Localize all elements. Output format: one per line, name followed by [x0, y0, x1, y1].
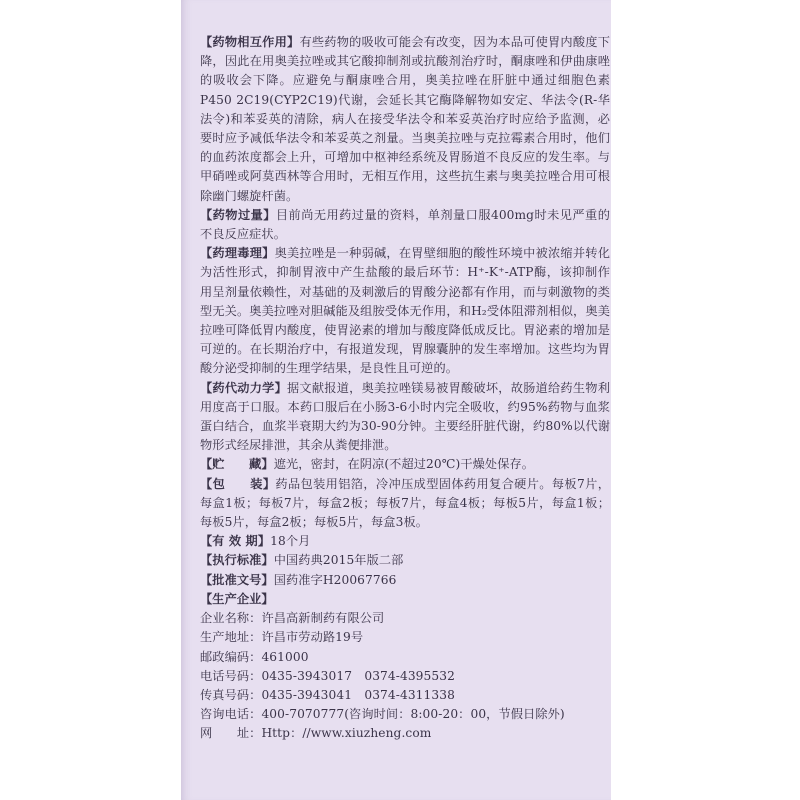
section-manufacturer: [200, 590, 610, 609]
info-value: 许昌高新制药有限公司: [261, 611, 385, 626]
company-postcode-row: [200, 648, 610, 667]
section-label: 【药代动力学】: [200, 380, 287, 395]
section-storage: [200, 455, 610, 474]
section-text: 遮光，密封，在阴凉(不超过20℃)干燥处保存。: [273, 457, 535, 472]
section-label: 【贮 藏】: [200, 457, 274, 472]
info-value: 许昌市劳动路19号: [261, 630, 364, 645]
section-standard: [200, 551, 610, 570]
company-name-row: [200, 609, 610, 628]
info-value: 0435-3943017 0374-4395532: [261, 668, 455, 683]
section-approval: [200, 571, 610, 590]
section-pharmacology: [200, 244, 610, 378]
info-label: 邮政编码：: [200, 649, 262, 664]
info-value: 0435-3943041 0374-4311338: [261, 687, 455, 702]
section-interactions: [200, 33, 610, 206]
section-overdose: [200, 206, 610, 244]
info-label: 网 址：: [200, 726, 262, 741]
info-value: Http：//www.xiuzheng.com: [261, 726, 432, 741]
section-validity: [200, 532, 610, 551]
section-label: 【执行标准】: [200, 553, 274, 568]
section-text: 据文献报道，奥美拉唑镁易被胃酸破坏，故肠道给药生物利用度高于口服。本药口服后在小肠3-6小时内完全吸收，约95%药物与血浆蛋白结合，血浆半衰期大约为30-90分钟。主要经肝脏代谢，约80%以代谢物形式经尿排泄，其余从粪便排泄。: [200, 380, 610, 453]
section-text: 奥美拉唑是一种弱碱，在胃壁细胞的酸性环境中被浓缩并转化为活性形式，抑制胃液中产生盐酸的最后环节：H⁺-K⁺-ATP酶，该抑制作用呈剂量依赖性，对基础的及刺激后的胃酸分泌都有作用，而与刺激物的类型无关。奥美拉唑对胆碱能及组胺受体无作用，和H₂受体阻滞剂相似，奥美拉唑可降低胃内酸度，使胃泌素的增加与酸度降低成反比。胃泌素的增加是可逆的。在长期治疗中，有报道发现，胃腺囊肿的发生率增加。这些均为胃酸分泌受抑制的生理学结果，是良性且可逆的。: [200, 246, 610, 376]
section-label: 【批准文号】: [200, 572, 274, 587]
info-label: 咨询电话：: [200, 707, 262, 722]
section-label: 【有 效 期】: [200, 534, 271, 549]
section-text: 中国药典2015年版二部: [273, 553, 404, 568]
company-fax-row: [200, 686, 610, 705]
section-text: 18个月: [270, 534, 311, 549]
section-text: 药品包装用铝箔，冷冲压成型固体药用复合硬片。每板7片，每盒1板；每板7片，每盒2板；每板7片，每盒4板；每板5片，每盒1板；每板5片，每盒2板；每板5片，每盒3板。: [200, 476, 610, 530]
section-label: 【包 装】: [200, 476, 276, 491]
company-address-row: [200, 628, 610, 647]
company-info: [200, 609, 610, 743]
company-website-row: [200, 724, 610, 743]
section-pharmacokinetics: [200, 379, 610, 456]
section-text: 有些药物的吸收可能会有改变，因为本品可使胃内酸度下降，因此在用奥美拉唑或其它酸抑制剂或抗酸剂治疗时，酮康唑和伊曲康唑的吸收会下降。应避免与酮康唑合用，奥美拉唑在肝脏中通过细胞色素P450 2C19(CYP2C19)代谢，会延长其它酶降解物如安定、华法令(R-华法令)和苯妥英的清除，病人在接受华法令和苯妥英治疗时应给予监测，必要时应予减低华法令和苯妥英之剂量。当奥美拉唑与克拉霉素合用时，他们的血药浓度都会上升，可增加中枢神经系统及胃肠道不良反应的发生率。与甲硝唑或阿莫西林等合用时，无相互作用，这些抗生素与奥美拉唑合用可根除幽门螺旋杆菌。: [200, 35, 610, 203]
section-label: 【药物过量】: [200, 207, 276, 222]
info-label: 电话号码：: [200, 668, 262, 683]
section-label: 【药理毒理】: [200, 246, 275, 261]
company-hotline-row: [200, 705, 610, 724]
section-text: 目前尚无用药过量的资料，单剂量口服400mg时未见严重的不良反应症状。: [200, 207, 610, 242]
info-label: 生产地址：: [200, 630, 262, 645]
section-packaging: [200, 475, 610, 533]
info-label: 传真号码：: [200, 687, 262, 702]
info-label: 企业名称：: [200, 611, 262, 626]
section-label: 【药物相互作用】: [200, 35, 300, 49]
company-phone-row: [200, 667, 610, 686]
section-text: 国药准字H20067766: [273, 572, 397, 587]
info-value: 461000: [261, 649, 309, 664]
info-value: 400-7070777(咨询时间：8:00-20：00，节假日除外): [261, 707, 565, 722]
leaflet-content: [200, 33, 610, 744]
section-label: 【生产企业】: [200, 591, 274, 606]
